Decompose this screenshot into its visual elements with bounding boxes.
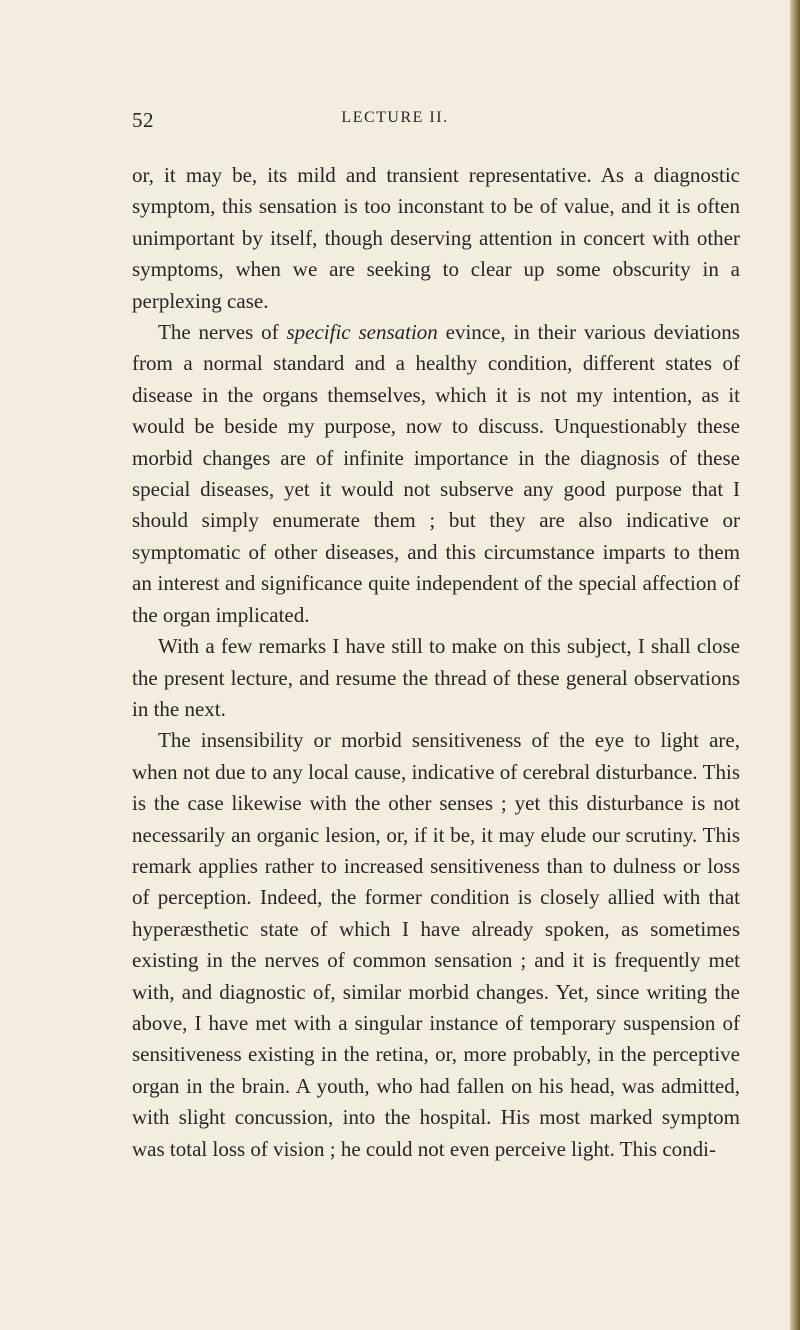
running-head: LECTURE II. — [341, 109, 449, 126]
paragraph — [132, 160, 740, 317]
page-header — [0, 108, 790, 132]
paragraph-text: The insensibility or morbid sensitiveness of the eye to light are, when not due to any local cause, indicative of cerebral disturbance. This is the case likewise with the other senses ; yet this disturbance is not necessarily an organic lesion, or, if it be, it may elude our scrutiny. This remark applies rather to increased sensitiveness than to dulness or loss of perception. Indeed, the former condition is closely allied with that hyperæsthetic state of which I have already spoken, as sometimes existing in the nerves of common sensation ; and it is frequently met with, and diagnostic of, similar morbid changes. Yet, since writing the above, I have met with a singular instance of temporary suspension of sensitiveness existing in the retina, or, more probably, in the perceptive organ in the brain. A youth, who had fallen on his head, was admitted, with slight concussion, into the hospital. His most marked symptom was total loss of vision ; he could not even perceive light. This condi- — [132, 728, 740, 1161]
italic-phrase: specific sensation — [286, 320, 438, 345]
paragraph-text: or, it may be, its mild and transient representative. As a diagnostic symptom, this sensation is too inconstant to be of value, and it is often unimportant by itself, though deserving attention in concert with other symptoms, when we are seeking to clear up some obscurity in a perplexing case. — [132, 163, 740, 313]
page-edge — [790, 0, 800, 1330]
paragraph-text: The nerves of — [158, 320, 287, 345]
paragraph — [132, 631, 740, 725]
paragraph-text: With a few remarks I have still to make on this subject, I shall close the present lecture, and resume the thread of these general observations in the next. — [132, 634, 740, 721]
page-number: 52 — [132, 108, 154, 132]
paragraph — [132, 725, 740, 1165]
paragraph-text: evince, in their various deviations from a normal standard and a healthy condition, different states of disease in the organs themselves, which it is not my intention, as it would be beside my purpose, now to discuss. Unquestionably these morbid changes are of infinite importance in the diagnosis of these special diseases, yet it would not subserve any good purpose that I should simply enumerate them ; but they are also indicative or symptomatic of other diseases, and this circumstance imparts to them an interest and significance quite independent of the special affection of the organ implicated. — [132, 320, 740, 627]
paragraph — [132, 317, 740, 631]
body-text — [132, 160, 740, 1165]
